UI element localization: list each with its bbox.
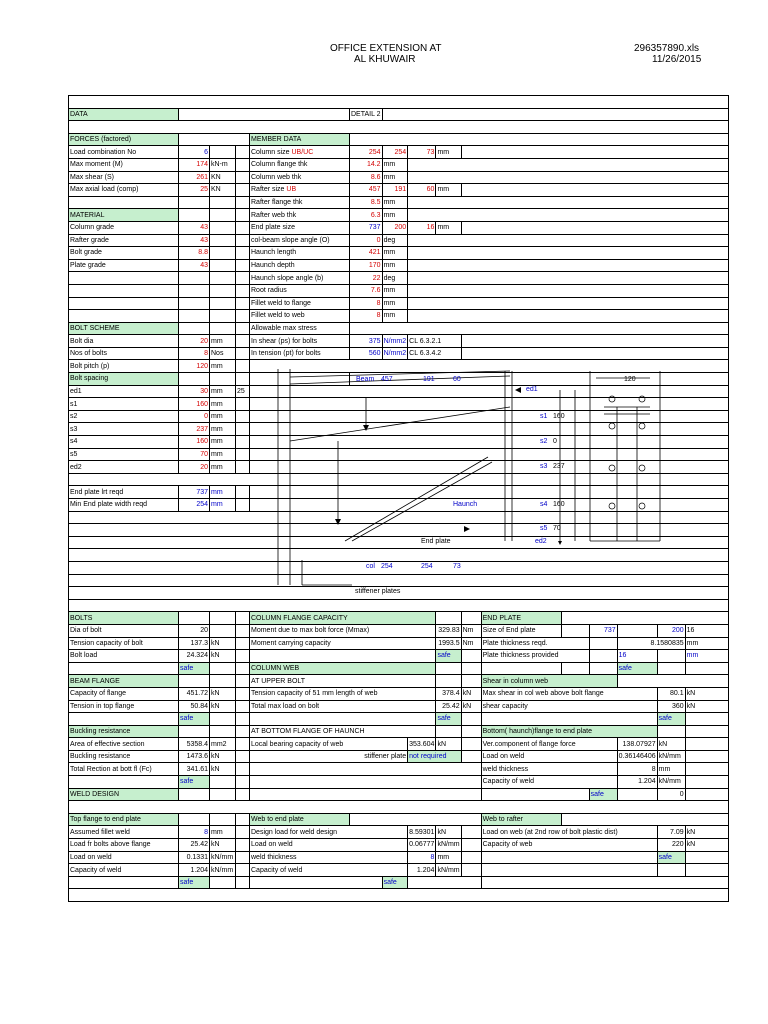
sheet-cell: 8.5 xyxy=(350,196,383,209)
sheet-cell: mm xyxy=(382,284,408,297)
sheet-cell: 170 xyxy=(350,259,383,272)
sheet-cell: mm xyxy=(382,310,408,323)
sheet-cell: Load combination No xyxy=(69,146,179,159)
sheet-cell: Plate grade xyxy=(69,259,179,272)
sheet-cell: 16 xyxy=(408,221,436,234)
dim-s3: s3 xyxy=(540,463,548,470)
bolt-hole xyxy=(639,396,645,402)
rafter-top-flange xyxy=(290,376,510,384)
sheet-cell: Load on web (at 2nd row of bolt plastic dist) xyxy=(481,826,657,839)
sheet-cell: kN xyxy=(210,839,236,852)
sheet-cell: Capacity of weld xyxy=(481,776,617,789)
sheet-cell: safe xyxy=(382,876,408,889)
sheet-cell: Bottom( haunch)flange to end plate xyxy=(481,725,657,738)
sheet-cell: 8 xyxy=(617,763,657,776)
file-name: 296357890.xls xyxy=(634,43,700,54)
sheet-cell: Root radius xyxy=(250,284,350,297)
sheet-cell: Load on weld xyxy=(69,851,179,864)
sheet-cell: Moment carrying capacity xyxy=(250,637,436,650)
doc-title-line2: AL KHUWAIR xyxy=(354,54,416,65)
sheet-cell: safe xyxy=(657,713,685,726)
sheet-cell: kN xyxy=(210,637,236,650)
sheet-cell: safe xyxy=(436,650,461,663)
sheet-cell: END PLATE xyxy=(481,612,561,625)
sheet-cell: Buckling resistance xyxy=(69,725,179,738)
sheet-cell: kN xyxy=(461,687,481,700)
sheet-cell: 25 xyxy=(179,184,210,197)
sheet-cell: N/mm2 xyxy=(382,335,408,348)
beam-width: 191 xyxy=(423,376,435,383)
sheet-cell: Web to end plate xyxy=(250,813,350,826)
sheet-cell: 0 xyxy=(350,234,383,247)
sheet-cell: 560 xyxy=(350,347,383,360)
sheet-cell: s1 xyxy=(69,398,179,411)
sheet-cell: 378.4 xyxy=(436,687,461,700)
sheet-cell: 0.36146406 xyxy=(617,750,657,763)
sheet-cell: Moment due to max bolt force (Mmax) xyxy=(250,624,436,637)
sheet-cell: safe xyxy=(179,662,210,675)
sheet-cell: mm xyxy=(685,650,728,663)
sheet-cell: ed1 xyxy=(69,385,179,398)
sheet-cell: CL 6.3.2.1 xyxy=(408,335,461,348)
sheet-cell: 25.42 xyxy=(179,839,210,852)
sheet-cell: Assumed fillet weld xyxy=(69,826,179,839)
sheet-cell: 0 xyxy=(657,788,685,801)
sheet-cell: safe xyxy=(179,713,210,726)
sheet-cell: 737 xyxy=(350,221,383,234)
sheet-cell: ed2 xyxy=(69,461,179,474)
sheet-cell: 8 xyxy=(179,826,210,839)
col-width: 254 xyxy=(421,563,433,570)
sheet-cell: 160 xyxy=(179,398,210,411)
sheet-cell: Column flange thk xyxy=(250,158,350,171)
sheet-cell: WELD DESIGN xyxy=(69,788,179,801)
sheet-cell: s3 xyxy=(69,423,179,436)
sheet-cell: 1.204 xyxy=(408,864,436,877)
sheet-cell: mm xyxy=(382,209,408,222)
sheet-cell: Ver.component of flange force xyxy=(481,738,617,751)
sheet-cell: Size of End plate xyxy=(481,624,561,637)
sheet-cell: BOLT SCHEME xyxy=(69,322,179,335)
sheet-cell: BOLTS xyxy=(69,612,179,625)
arrow-icon xyxy=(335,519,341,525)
haunch-label: Haunch xyxy=(453,501,478,508)
sheet-cell: 451.72 xyxy=(179,687,210,700)
sheet-cell: mm2 xyxy=(210,738,236,751)
sheet-cell: Load on weld xyxy=(250,839,408,852)
sheet-cell: safe xyxy=(179,876,210,889)
arrow-icon xyxy=(515,387,521,393)
sheet-cell: In tension (pt) for bolts xyxy=(250,347,350,360)
sheet-cell: kN/mm xyxy=(436,864,461,877)
dim-s2-value: 0 xyxy=(553,438,557,445)
print-date: 11/26/2015 xyxy=(652,54,702,65)
sheet-cell: FORCES (factored) xyxy=(69,133,179,146)
sheet-cell: Max shear in col web above bolt flange xyxy=(481,687,657,700)
sheet-cell: 329.83 xyxy=(436,624,461,637)
sheet-cell: stiffener plate xyxy=(250,750,408,763)
sheet-cell: 73 xyxy=(408,146,436,159)
sheet-cell: 160 xyxy=(179,436,210,449)
sheet-cell: 70 xyxy=(179,448,210,461)
dim-ed2: ed2 xyxy=(535,538,547,545)
sheet-cell: 8 xyxy=(350,310,383,323)
sheet-cell: mm xyxy=(685,637,728,650)
sheet-cell: kN xyxy=(210,750,236,763)
sheet-cell: mm xyxy=(382,259,408,272)
sheet-cell: Fillet weld to flange xyxy=(250,297,350,310)
sheet-cell: 20 xyxy=(179,335,210,348)
bolt-hole xyxy=(639,465,645,471)
sheet-cell: 22 xyxy=(350,272,383,285)
sheet-cell: mm xyxy=(436,851,461,864)
beam-label: Beam xyxy=(356,376,375,383)
sheet-cell: Rafter web thk xyxy=(250,209,350,222)
sheet-cell: Capacity of weld xyxy=(250,864,408,877)
sheet-cell: 220 xyxy=(657,839,685,852)
sheet-cell: Plate thickness reqd. xyxy=(481,637,589,650)
sheet-cell: 7.09 xyxy=(657,826,685,839)
sheet-cell: kN xyxy=(685,687,728,700)
sheet-cell: 8.1580835 xyxy=(617,637,685,650)
sheet-cell: 14.2 xyxy=(350,158,383,171)
beam-weight: 60 xyxy=(453,376,461,383)
sheet-cell: Load fr bolts above flange xyxy=(69,839,179,852)
arrow-icon xyxy=(363,425,369,431)
sheet-cell: 20 xyxy=(179,461,210,474)
sheet-cell: 200 xyxy=(382,221,408,234)
dim-s1-value: 160 xyxy=(553,413,565,420)
sheet-cell: Capacity of web xyxy=(481,839,657,852)
sheet-cell: 8.8 xyxy=(179,247,210,260)
sheet-cell: Dia of bolt xyxy=(69,624,179,637)
sheet-cell: COLUMN FLANGE CAPACITY xyxy=(250,612,436,625)
doc-title-line1: OFFICE EXTENSION AT xyxy=(330,43,442,54)
sheet-cell: Nm xyxy=(461,624,481,637)
sheet-cell: Nos xyxy=(210,347,236,360)
sheet-cell: KN xyxy=(210,171,236,184)
sheet-cell: 1473.6 xyxy=(179,750,210,763)
sheet-cell: 200 xyxy=(657,624,685,637)
sheet-cell: 25 xyxy=(236,385,250,398)
col-label: col xyxy=(366,563,375,570)
sheet-cell: Tension capacity of 51 mm length of web xyxy=(250,687,436,700)
rafter-top-flange xyxy=(290,371,510,377)
sheet-cell: Area of effective section xyxy=(69,738,179,751)
sheet-cell: 20 xyxy=(179,624,210,637)
sheet-cell: CL 6.3.4.2 xyxy=(408,347,461,360)
sheet-cell: AT UPPER BOLT xyxy=(250,675,436,688)
sheet-cell: Load on weld xyxy=(481,750,617,763)
sheet-cell: End plate size xyxy=(250,221,350,234)
sheet-cell: 1.204 xyxy=(179,864,210,877)
sheet-cell: Fillet weld to web xyxy=(250,310,350,323)
dim-s5-value: 70 xyxy=(553,525,561,532)
sheet-cell: mm xyxy=(210,410,236,423)
sheet-cell: 5358.4 xyxy=(179,738,210,751)
sheet-cell: kN xyxy=(685,826,728,839)
sheet-cell: 375 xyxy=(350,335,383,348)
sheet-cell: weld thickness xyxy=(481,763,617,776)
sheet-cell: 138.07927 xyxy=(617,738,657,751)
sheet-cell: Shear in column web xyxy=(481,675,617,688)
bolt-hole xyxy=(609,465,615,471)
sheet-cell: 120 xyxy=(179,360,210,373)
sheet-cell: 16 xyxy=(617,650,657,663)
sheet-cell: 8.59301 xyxy=(408,826,436,839)
sheet-cell: Buckling resistance xyxy=(69,750,179,763)
sheet-cell: Haunch length xyxy=(250,247,350,260)
size-type: UB/UC xyxy=(291,148,314,156)
sheet-cell: Nos of bolts xyxy=(69,347,179,360)
sheet-cell: Allowable max stress xyxy=(250,322,350,335)
sheet-cell: 191 xyxy=(382,184,408,197)
sheet-cell: kN xyxy=(657,738,685,751)
sheet-cell: deg xyxy=(382,272,408,285)
sheet-cell: deg xyxy=(382,234,408,247)
sheet-cell: 43 xyxy=(179,259,210,272)
dim-s2: s2 xyxy=(540,438,548,445)
sheet-cell: mm xyxy=(210,360,236,373)
dim-s4-value: 160 xyxy=(553,501,565,508)
sheet-cell: mm xyxy=(210,461,236,474)
sheet-cell: Total Rection at bott fl (Fc) xyxy=(69,763,179,776)
sheet-cell: kN xyxy=(210,687,236,700)
sheet-cell: 24.324 xyxy=(179,650,210,663)
sheet-cell: Top flange to end plate xyxy=(69,813,179,826)
sheet-cell: Tension in top flange xyxy=(69,700,179,713)
sheet-cell: 737 xyxy=(589,624,617,637)
sheet-cell: Max axial load (comp) xyxy=(69,184,179,197)
sheet-cell: Design load for weld design xyxy=(250,826,408,839)
sheet-cell: End plate lrt reqd xyxy=(69,486,179,499)
arrow-icon xyxy=(464,526,470,532)
sheet-cell: 421 xyxy=(350,247,383,260)
sheet-cell: mm xyxy=(382,297,408,310)
sheet-cell: 60 xyxy=(408,184,436,197)
sheet-cell: mm xyxy=(382,171,408,184)
sheet-cell: Haunch slope angle (b) xyxy=(250,272,350,285)
sheet-cell: kN xyxy=(685,839,728,852)
sheet-cell: Bolt dia xyxy=(69,335,179,348)
bolt-hole xyxy=(609,503,615,509)
sheet-cell: mm xyxy=(657,763,685,776)
sheet-cell: col-beam slope angle (O) xyxy=(250,234,350,247)
sheet-cell: mm xyxy=(436,221,461,234)
sheet-cell: 0 xyxy=(179,410,210,423)
sheet-cell: Plate thickness provided xyxy=(481,650,589,663)
sheet-cell: Column web thk xyxy=(250,171,350,184)
sheet-cell: 360 xyxy=(657,700,685,713)
dim-s3-value: 237 xyxy=(553,463,565,470)
sheet-cell: mm xyxy=(210,398,236,411)
sheet-cell: mm xyxy=(210,385,236,398)
sheet-cell: not required xyxy=(408,750,461,763)
sheet-cell: Total max load on bolt xyxy=(250,700,436,713)
sheet-cell: 0.1331 xyxy=(179,851,210,864)
sheet-cell: Capacity of weld xyxy=(69,864,179,877)
sheet-cell: N/mm2 xyxy=(382,347,408,360)
sheet-cell: mm xyxy=(210,499,236,512)
stiffener-label: stiffener plates xyxy=(355,588,401,595)
sheet-cell: 254 xyxy=(382,146,408,159)
sheet-cell: Local bearing capacity of web xyxy=(250,738,408,751)
sheet-cell: 7.6 xyxy=(350,284,383,297)
sheet-cell: Bolt load xyxy=(69,650,179,663)
sheet-cell: 50.84 xyxy=(179,700,210,713)
sheet-cell: mm xyxy=(210,826,236,839)
sheet-cell: 43 xyxy=(179,234,210,247)
sheet-cell: s2 xyxy=(69,410,179,423)
sheet-cell: Bolt grade xyxy=(69,247,179,260)
sheet-cell: kN/mm xyxy=(657,750,685,763)
sheet-cell: 237 xyxy=(179,423,210,436)
sheet-cell: 261 xyxy=(179,171,210,184)
sheet-cell: 137.3 xyxy=(179,637,210,650)
sheet-cell: 353.604 xyxy=(408,738,436,751)
sheet-cell: MATERIAL xyxy=(69,209,179,222)
sheet-cell: 174 xyxy=(179,158,210,171)
sheet-cell: safe xyxy=(179,776,210,789)
sheet-cell: Web to rafter xyxy=(481,813,561,826)
sheet-cell: safe xyxy=(617,662,657,675)
sheet-cell: kN xyxy=(461,700,481,713)
sheet-cell: 43 xyxy=(179,221,210,234)
sheet-cell: Bolt spacing xyxy=(69,373,179,386)
sheet-cell: COLUMN WEB xyxy=(250,662,436,675)
sheet-cell: AT BOTTOM FLANGE OF HAUNCH xyxy=(250,725,436,738)
rafter-bottom-flange xyxy=(290,407,510,441)
sheet-cell: Tension capacity of bolt xyxy=(69,637,179,650)
sheet-cell: Column grade xyxy=(69,221,179,234)
sheet-cell: Max shear (S) xyxy=(69,171,179,184)
size-label: Column size xyxy=(251,148,292,156)
dim-s4: s4 xyxy=(540,501,548,508)
sheet-cell: MEMBER DATA xyxy=(250,133,350,146)
sheet-cell: 341.61 xyxy=(179,763,210,776)
sheet-cell: Bolt pitch (p) xyxy=(69,360,179,373)
sheet-cell: 254 xyxy=(350,146,383,159)
col-depth: 254 xyxy=(381,563,393,570)
size-label: Rafter size xyxy=(251,186,287,194)
sheet-cell: mm xyxy=(382,196,408,209)
sheet-cell: shear capacity xyxy=(481,700,657,713)
sheet-cell: kN/mm xyxy=(436,839,461,852)
bolt-hole xyxy=(639,503,645,509)
sheet-cell: 8 xyxy=(350,297,383,310)
sheet-cell: 80.1 xyxy=(657,687,685,700)
sheet-cell: BEAM FLANGE xyxy=(69,675,179,688)
bolt-pitch-value: 120 xyxy=(624,376,636,383)
sheet-cell: DETAIL 2 xyxy=(350,108,383,121)
sheet-cell: 457 xyxy=(350,184,383,197)
sheet-cell: s4 xyxy=(69,436,179,449)
sheet-cell: Rafter flange thk xyxy=(250,196,350,209)
col-weight: 73 xyxy=(453,563,461,570)
sheet-cell: Nm xyxy=(461,637,481,650)
sheet-cell: Haunch depth xyxy=(250,259,350,272)
sheet-cell: 1993.5 xyxy=(436,637,461,650)
sheet-cell: 30 xyxy=(179,385,210,398)
sheet-cell: In shear (ps) for bolts xyxy=(250,335,350,348)
sheet-cell: mm xyxy=(210,436,236,449)
beam-depth: 457 xyxy=(381,376,393,383)
dim-s5: s5 xyxy=(540,525,548,532)
sheet-cell: mm xyxy=(210,335,236,348)
sheet-cell: KN xyxy=(210,184,236,197)
sheet-cell: 6.3 xyxy=(350,209,383,222)
sheet-cell: 25.42 xyxy=(436,700,461,713)
sheet-cell: mm xyxy=(382,158,408,171)
sheet-cell: 254 xyxy=(179,499,210,512)
bolt-hole xyxy=(609,396,615,402)
sheet-cell: Max moment (M) xyxy=(69,158,179,171)
dim-ed1: ed1 xyxy=(526,386,538,393)
sheet-cell: kN xyxy=(436,738,461,751)
sheet-cell: safe xyxy=(657,851,685,864)
sheet-cell: kN/mm xyxy=(210,851,236,864)
sheet-cell: 0.06777 xyxy=(408,839,436,852)
sheet-cell: 6 xyxy=(179,146,210,159)
sheet-cell: kN xyxy=(210,650,236,663)
sheet-cell: kN xyxy=(685,700,728,713)
sheet-cell: 8.6 xyxy=(350,171,383,184)
sheet-cell: kN-m xyxy=(210,158,236,171)
sheet-cell: mm xyxy=(436,146,461,159)
sheet-cell: kN xyxy=(210,763,236,776)
sheet-cell: safe xyxy=(436,713,461,726)
sheet-cell: 8 xyxy=(179,347,210,360)
sheet-cell: mm xyxy=(210,448,236,461)
arrow-icon xyxy=(558,541,562,545)
bolt-hole xyxy=(639,423,645,429)
sheet-cell: mm xyxy=(210,423,236,436)
sheet-cell: safe xyxy=(589,788,617,801)
bolt-hole xyxy=(609,423,615,429)
sheet-cell: Rafter grade xyxy=(69,234,179,247)
sheet-cell: DATA xyxy=(69,108,179,121)
sheet-cell: mm xyxy=(382,247,408,260)
sheet-cell: 8 xyxy=(408,851,436,864)
sheet-cell: kN/mm xyxy=(657,776,685,789)
sheet-cell: 737 xyxy=(179,486,210,499)
size-type: UB xyxy=(286,186,297,194)
sheet-cell: mm xyxy=(436,184,461,197)
sheet-cell: kN/mm xyxy=(210,864,236,877)
sheet-cell: 16 xyxy=(685,624,728,637)
dim-s1: s1 xyxy=(540,413,548,420)
sheet-cell: kN xyxy=(210,700,236,713)
sheet-cell: Capacity of flange xyxy=(69,687,179,700)
sheet-cell: weld thickness xyxy=(250,851,408,864)
sheet-cell: mm xyxy=(210,486,236,499)
sheet-cell: 1.204 xyxy=(617,776,657,789)
sheet-cell: s5 xyxy=(69,448,179,461)
sheet-cell: kN xyxy=(436,826,461,839)
end-plate-label: End plate xyxy=(421,538,451,545)
sheet-cell: Min End plate width reqd xyxy=(69,499,179,512)
